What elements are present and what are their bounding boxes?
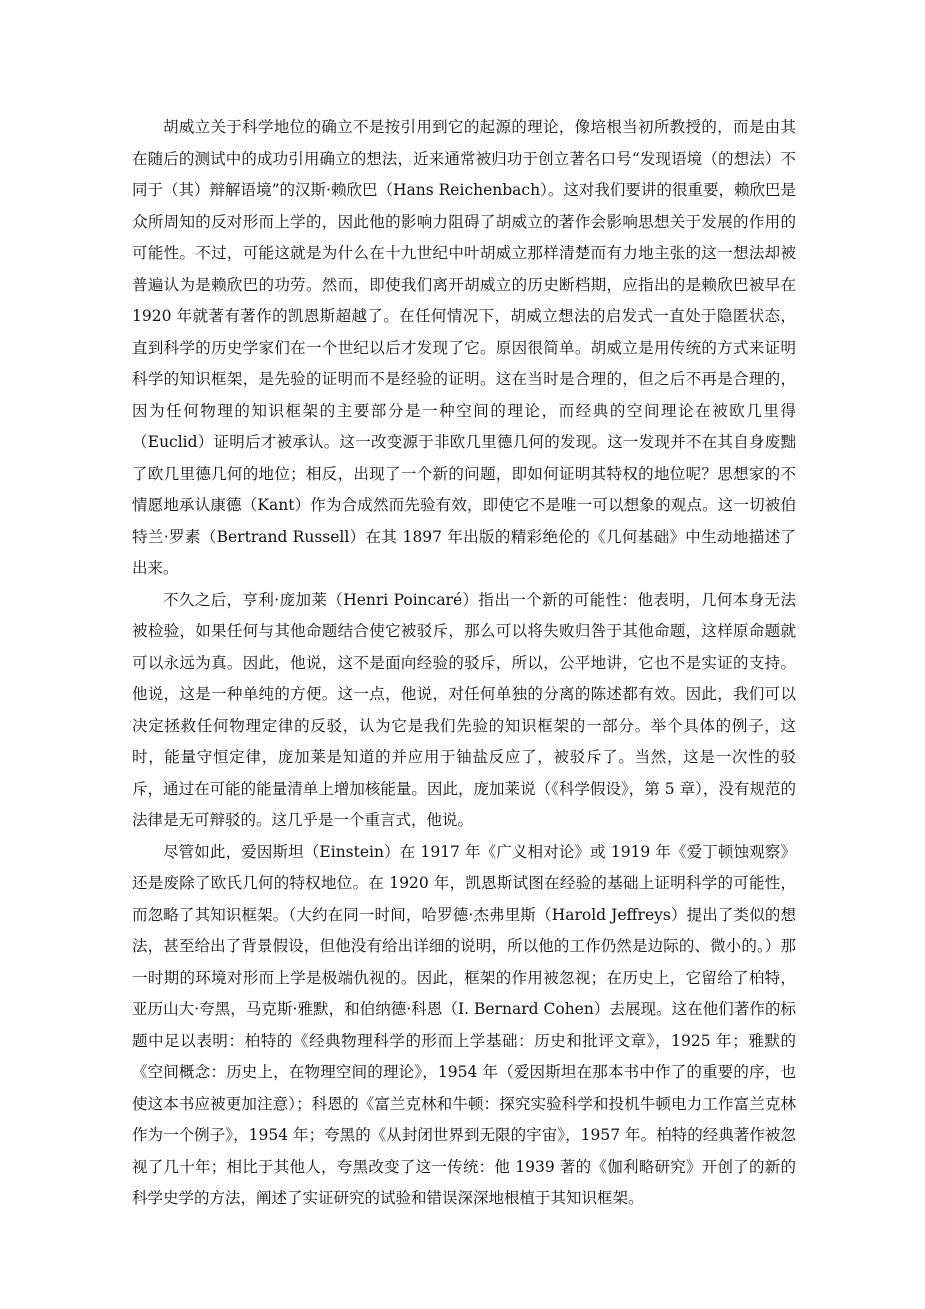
document-body xyxy=(132,112,796,1215)
paragraph-2: 不久之后，亨利·庞加莱（Henri Poincaré）指出一个新的可能性：他表明，几何本身无法被检验，如果任何与其他命题结合使它被驳斥，那么可以将失败归咎于其他命题，这样原命题就可以永远为真。因此，他说，这不是面向经验的驳斥，所以，公平地讲，它也不是实证的支持。他说，这是一种单纯的方便。这一点，他说，对任何单独的分离的陈述都有效。因此，我们可以决定拯救任何物理定律的反驳，认为它是我们先验的知识框架的一部分。举个具体的例子，这时，能量守恒定律，庞加莱是知道的并应用于铀盐反应了，被驳斥了。当然，这是一次性的驳斥，通过在可能的能量清单上增加核能量。因此，庞加莱说（《科学假设》，第 5 章），没有规范的法律是无可辩驳的。这几乎是一个重言式，他说。 xyxy=(132,590,796,829)
paragraph-1: 胡威立关于科学地位的确立不是按引用到它的起源的理论，像培根当初所教授的，而是由其在随后的测试中的成功引用确立的想法，近来通常被归功于创立著名口号“发现语境（的想法）不同于（其）辩解语境”的汉斯·赖欣巴（Hans Reichenbach）。这对我们要讲的很重要，赖欣巴是众所周知的反对形而上学的，因此他的影响力阻碍了胡威立的著作会影响思想关于发展的作用的可能性。不过，可能这就是为什么在十九世纪中叶胡威立那样清楚而有力地主张的这一想法却被普遍认为是赖欣巴的功劳。然而，即使我们离开胡威立的历史断档期，应指出的是赖欣巴被早在 1920 年就著有著作的凯恩斯超越了。在任何情况下，胡威立想法的启发式一直处于隐匿状态，直到科学的历史学家们在一个世纪以后才发现了它。原因很简单。胡威立是用传统的方式来证明科学的知识框架，是先验的证明而不是经验的证明。这在当时是合理的，但之后不再是合理的，因为任何物理的知识框架的主要部分是一种空间的理论，而经典的空间理论在被欧几里得（Euclid）证明后才被承认。这一改变源于非欧几里德几何的发现。这一发现并不在其自身废黜了欧几里德几何的地位；相反，出现了一个新的问题，即如何证明其特权的地位呢？思想家的不情愿地承认康德（Kant）作为合成然而先验有效，即使它不是唯一可以想象的观点。这一切被伯特兰·罗素（Bertrand Russell）在其 1897 年出版的精彩绝伦的《几何基础》中生动地描述了出来。 xyxy=(132,118,796,577)
paragraph-3: 尽管如此，爱因斯坦（Einstein）在 1917 年《广义相对论》或 1919 年《爱丁顿蚀观察》还是废除了欧氏几何的特权地位。在 1920 年，凯恩斯试图在经验的基础上证明科学的可能性，而忽略了其知识框架。（大约在同一时间，哈罗德·杰弗里斯（Harold Jeffreys）提出了类似的想法，甚至给出了背景假设，但他没有给出详细的说明，所以他的工作仍然是边际的、微小的。）那一时期的环境对形而上学是极端仇视的。因此，框架的作用被忽视；在历史上，它留给了柏特，亚历山大·夸黑，马克斯·雅默，和伯纳德·科恩（I. Bernard Cohen）去展现。这在他们著作的标题中足以表明：柏特的《经典物理科学的形而上学基础：历史和批评文章》，1925 年；雅默的《空间概念：历史上，在物理空间的理论》，1954 年（爱因斯坦在那本书中作了的重要的序，也使这本书应被更加注意）；科恩的《富兰克林和牛顿：探究实验科学和投机牛顿电力工作富兰克林作为一个例子》，1954 年；夸黑的《从封闭世界到无限的宇宙》，1957 年。柏特的经典著作被忽视了几十年；相比于其他人，夸黑改变了这一传统：他 1939 著的《伽利略研究》开创了的新的科学史学的方法，阐述了实证研究的试验和错误深深地根植于其知识框架。 xyxy=(132,842,796,1207)
